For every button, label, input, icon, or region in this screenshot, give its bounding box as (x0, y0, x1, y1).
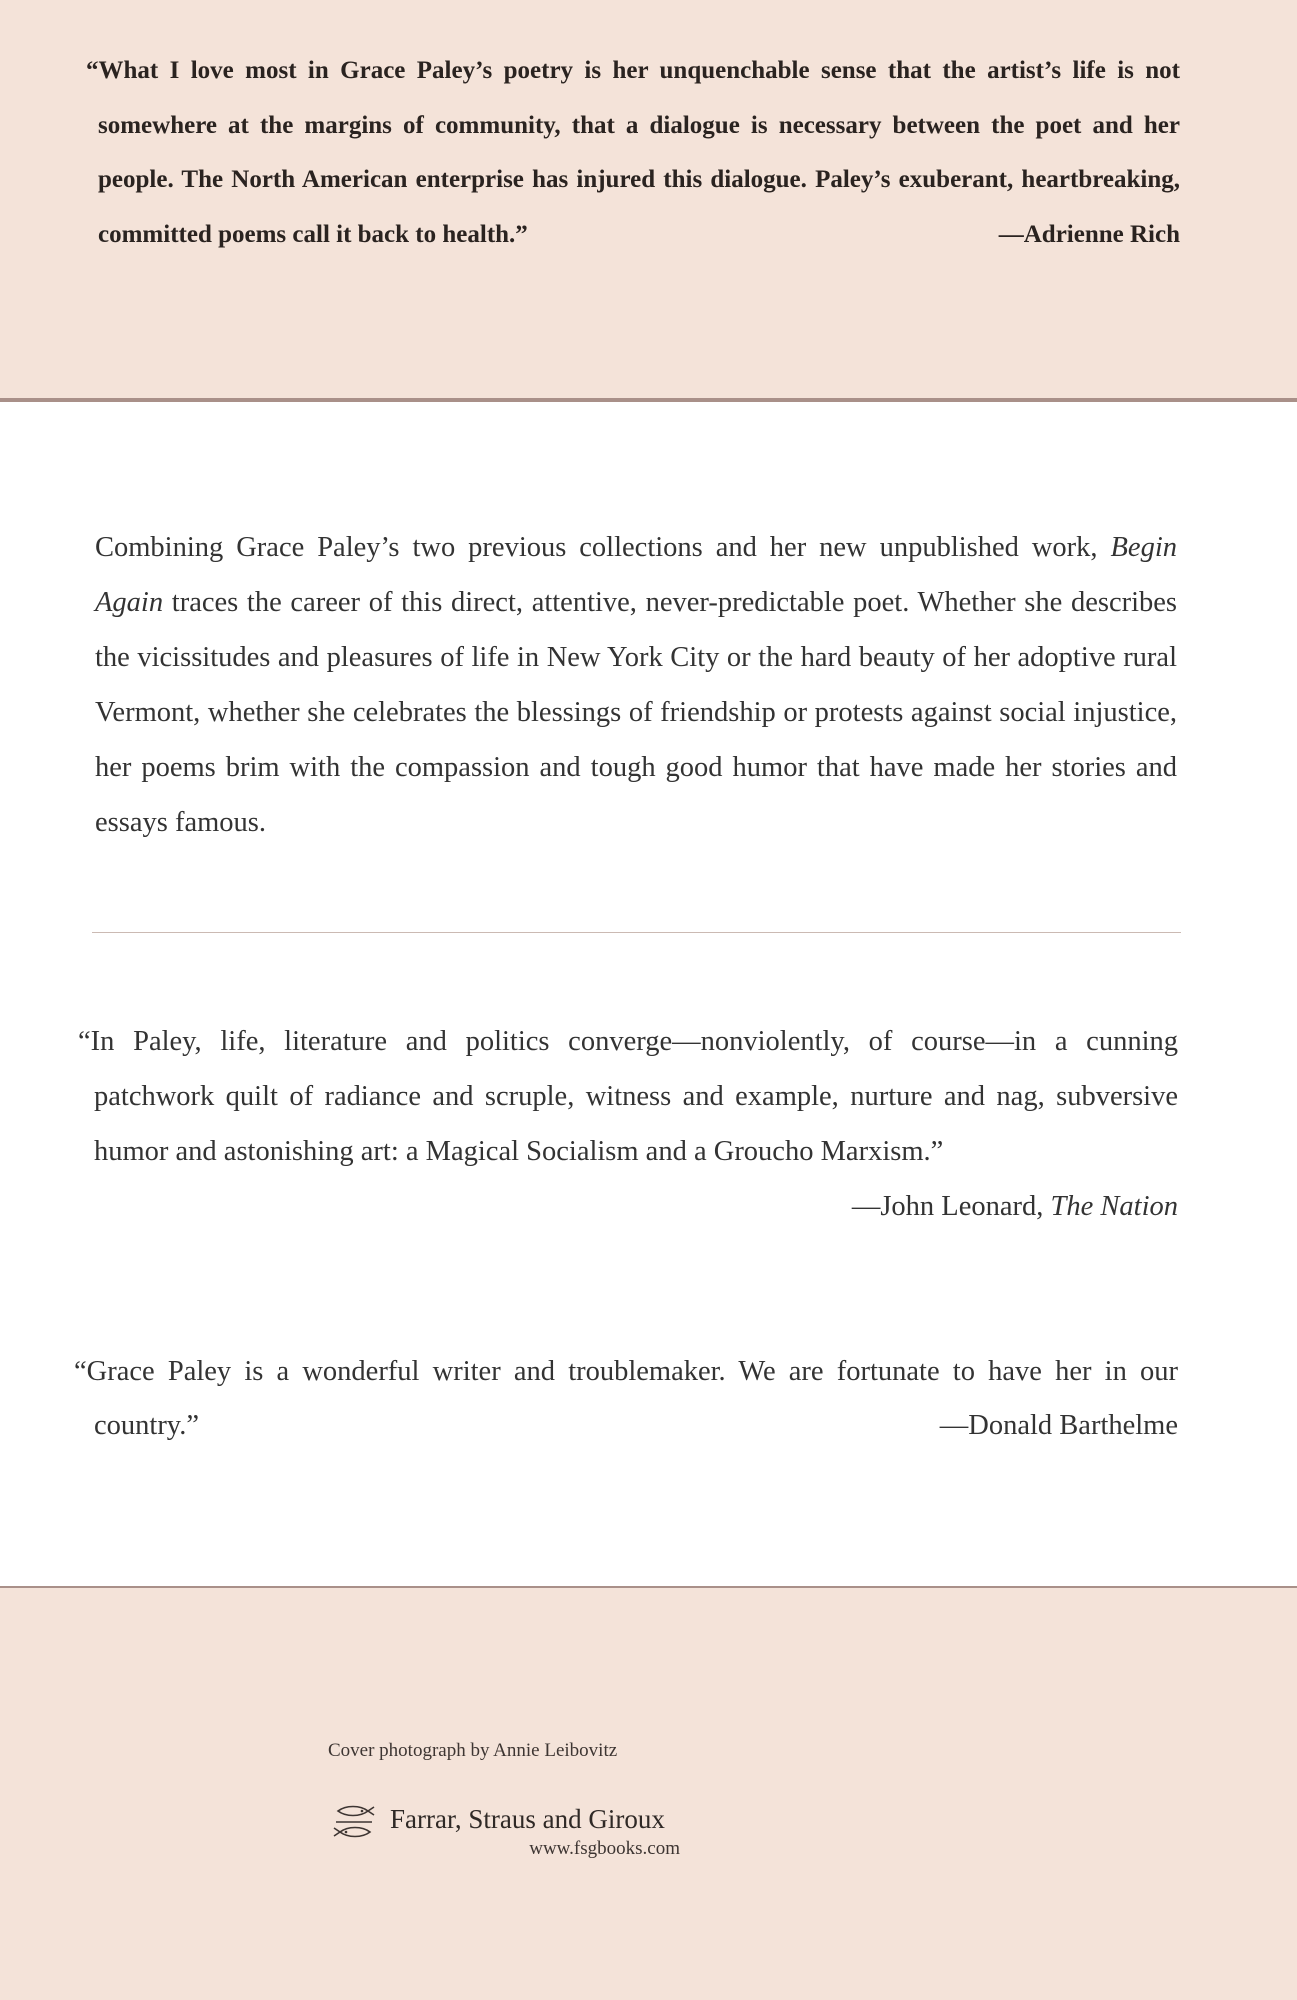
bottom-credit-band (0, 1588, 1297, 2000)
section-divider (92, 932, 1181, 933)
blurb-text-after: traces the career of this direct, attentive, never-predictable poet. Whether she describes the vicissitudes and pleasures of life in New York City or the hard beauty of her adoptive rural Vermont, whether she celebrates the blessings of friendship or protests against social injustice, her poems brim with the compassion and tough good humor that have made her stories and essays famous. (95, 587, 1178, 838)
fsg-fish-logo-icon (332, 1805, 376, 1839)
publisher-website: www.fsgbooks.com (529, 1838, 680, 1859)
donald-barthelme-attribution: —Donald Barthelme (939, 1410, 1178, 1441)
adrienne-rich-quote-text: “What I love most in Grace Paley’s poetry is her unquenchable sense that the artist’s life is not somewhere at the margins of community, that a dialogue is necessary between the poet and her people. The North American enterprise has injured this dialogue. Paley’s exuberant, heartbreaking, committed poems call it back to health.” (86, 57, 1180, 248)
publisher-name: Farrar, Straus and Giroux (390, 1804, 665, 1834)
adrienne-rich-attribution: —Adrienne Rich (998, 220, 1180, 248)
cover-photo-credit: Cover photograph by Annie Leibovitz (328, 1740, 618, 1761)
blurb-text-before: Combining Grace Paley’s two previous collections and her new unpublished work, (95, 532, 1098, 563)
the-nation-source: The Nation (1050, 1191, 1178, 1222)
john-leonard-attribution (851, 1179, 1178, 1234)
book-description (95, 520, 1177, 850)
donald-barthelme-quote (74, 1345, 1178, 1453)
book-title: Begin Again (95, 532, 1177, 618)
publisher-line (332, 1802, 680, 1842)
adrienne-rich-quote (80, 44, 1180, 262)
donald-barthelme-quote-text: “Grace Paley is a wonderful writer and troublemaker. We are fortunate to have her in our country.” (74, 1356, 1178, 1441)
john-leonard-quote (78, 1014, 1178, 1234)
john-leonard-quote-text: “In Paley, life, literature and politics converge—nonviolently, of course—in a cunning patchwork quilt of radiance and scruple, witness and example, nurture and nag, subversive humor and astonishing art: a Magical Socialism and a Groucho Marxism.” (78, 1026, 1178, 1167)
john-leonard-name: —John Leonard, (851, 1191, 1044, 1222)
top-band-rule (0, 398, 1297, 402)
